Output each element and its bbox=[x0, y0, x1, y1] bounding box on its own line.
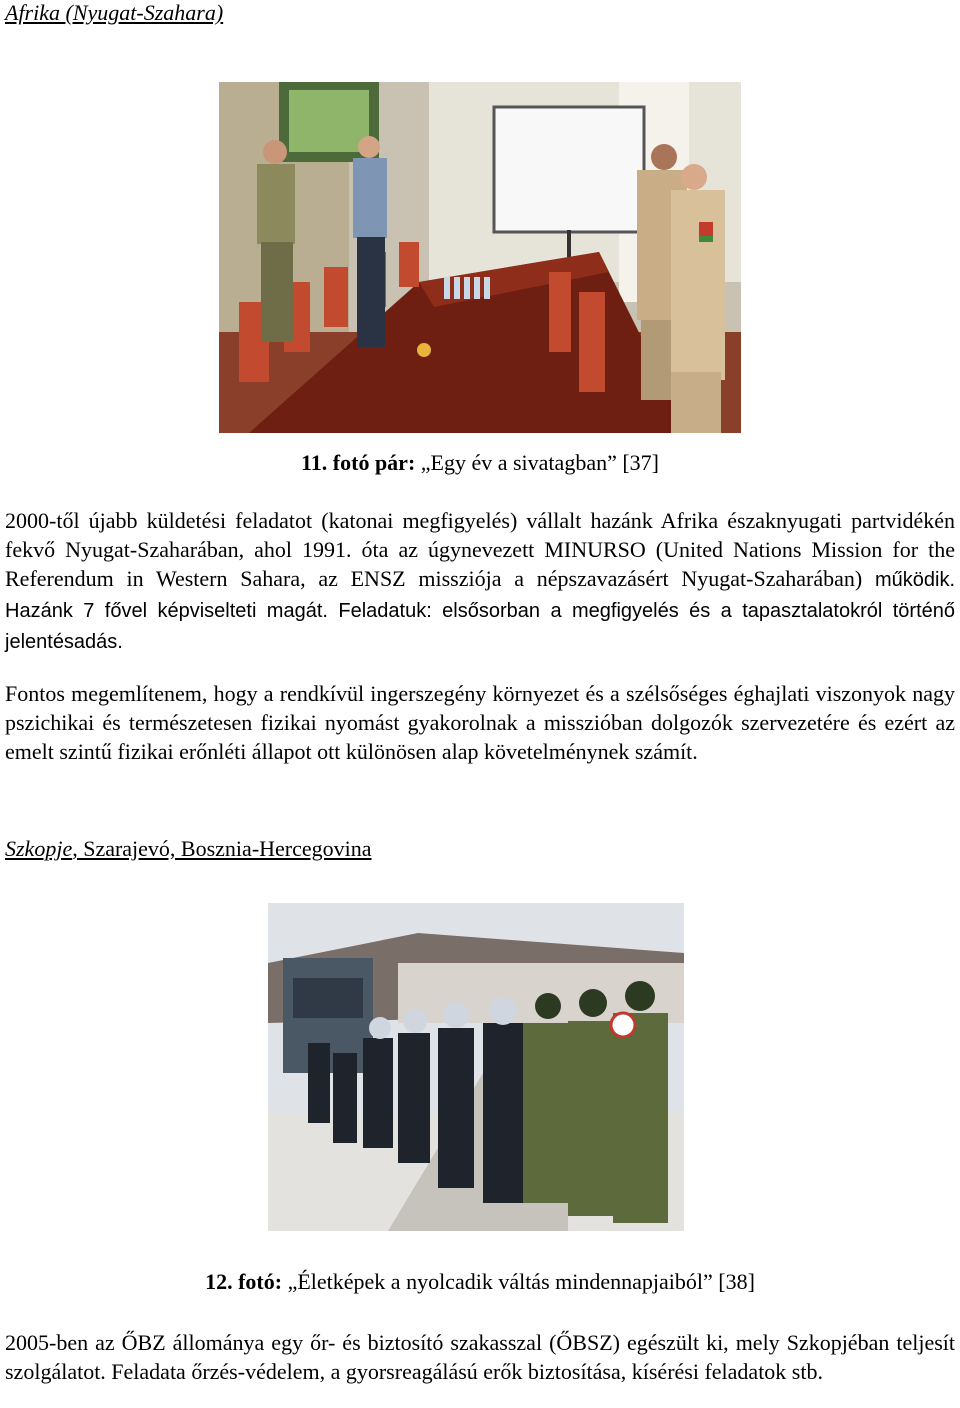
paragraph-minurso bbox=[5, 506, 955, 657]
photo-marching bbox=[268, 903, 684, 1231]
photo-meeting-room bbox=[219, 82, 741, 433]
paragraph-minurso-serif: 2000-től újabb küldetési feladatot (katonai megfigyelés) vállalt hazánk Afrika északnyugati partvidékén fekvő Nyugat-Szaharában, ahol 1991. óta az úgynevezett MINURSO (United Nations Mission for the Referendum in Western Sahara, az ENSZ missziója a népszavazásért Nyugat-Szaharában) bbox=[5, 508, 955, 591]
photo-caption-12 bbox=[0, 1269, 960, 1295]
photo-marching-image bbox=[268, 903, 684, 1231]
section-heading-link-szkopje[interactable]: Szkopje, Szarajevó, Bosznia-Hercegovina bbox=[5, 836, 372, 861]
section-heading-link[interactable]: Afrika (Nyugat-Szahara) bbox=[5, 0, 224, 25]
photo-meeting-room-image bbox=[219, 82, 741, 433]
caption-text: „Egy év a sivatagban” [37] bbox=[415, 450, 659, 475]
section-heading-afrika bbox=[5, 0, 223, 26]
caption-text: „Életképek a nyolcadik váltás mindennapjaiból” [38] bbox=[282, 1269, 755, 1294]
paragraph-obsz: 2005-ben az ŐBZ állománya egy őr- és biztosító szakasszal (ŐBSZ) egészült ki, mely Szkopjéban teljesít szolgálatot. Feladata őrzés-védelem, a gyorsreagálású erők biztosítása, kísérési feladatok stb. bbox=[5, 1330, 955, 1384]
caption-label: 12. fotó: bbox=[205, 1269, 283, 1294]
section-heading-szkopje bbox=[5, 836, 372, 862]
caption-label: 11. fotó pár: bbox=[301, 450, 416, 475]
photo-caption-11 bbox=[0, 450, 960, 476]
paragraph-minurso-sans: működik. Hazánk 7 fővel képviselteti magát. Feladatuk: elsősorban a megfigyelés és a tapasztalatokról történő jelentésadás. bbox=[5, 569, 955, 653]
paragraph-conditions: Fontos megemlítenem, hogy a rendkívül ingerszegény környezet és a szélsőséges éghajlati viszonyok nagy pszichikai és természetesen fizikai nyomást gyakorolnak a misszióban dolgozók szervezetére és ezért az emelt szintű fizikai erőnléti állapot ott különösen alap követelménynek számít. bbox=[5, 681, 955, 764]
